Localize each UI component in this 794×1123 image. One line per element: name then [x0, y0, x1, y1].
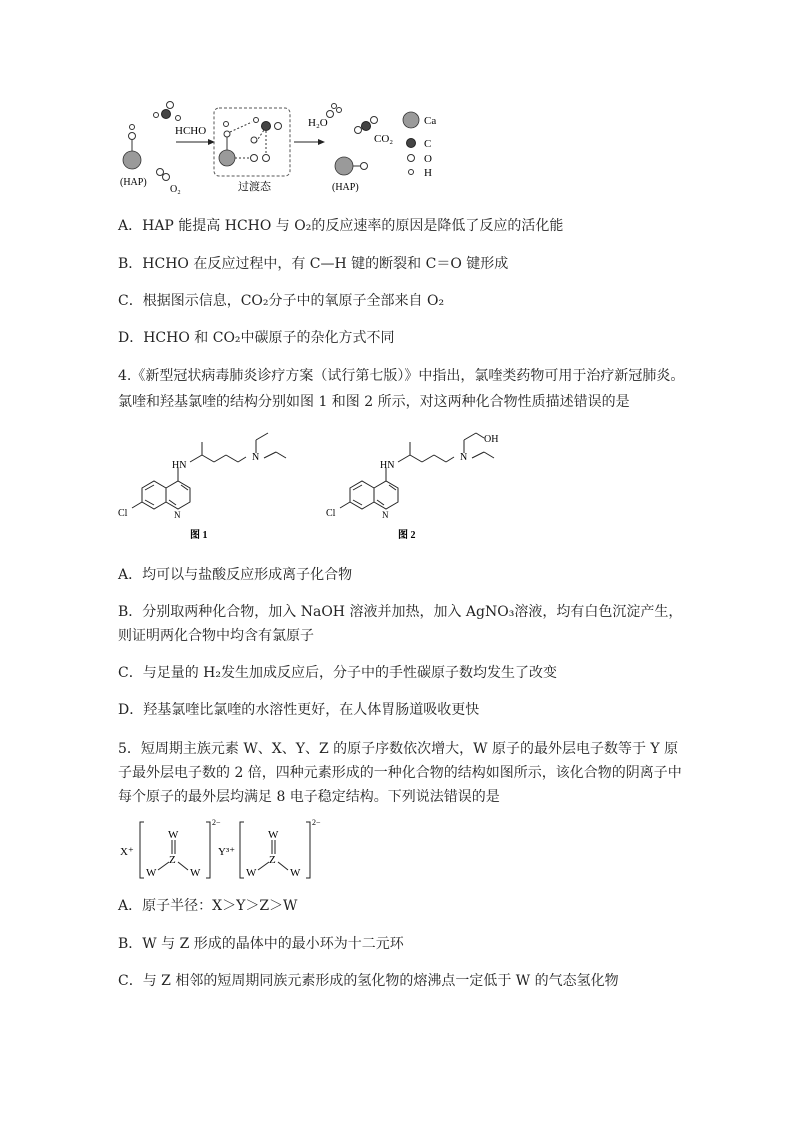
w-right-1: W	[190, 867, 201, 879]
chloroquine-structure	[118, 428, 318, 546]
fig1-n-label: N	[252, 452, 260, 463]
w-right-2: W	[290, 867, 301, 879]
fig1-caption: 图 1	[190, 530, 208, 541]
fig2-oh-label: OH	[484, 434, 499, 445]
hydroxychloroquine-structure	[326, 428, 526, 546]
w-top-2: W	[268, 829, 279, 841]
w-top-1: W	[168, 829, 179, 841]
q4-stem-line-1: 4.《新型冠状病毒肺炎诊疗方案（试行第七版）》中指出，氯喹类药物可用于治疗新冠肺炎。	[118, 368, 685, 384]
w-left-1: W	[146, 867, 157, 879]
q4-option-b-line-1: B．分别取两种化合物，加入 NaOH 溶液并加热，加入 AgNO₃溶液，均有白色沉淀产生，	[118, 604, 683, 620]
legend-o: O	[424, 153, 432, 165]
fig2-caption: 图 2	[398, 530, 416, 541]
q3-option-b: B．HCHO 在反应过程中，有 C—H 键的断裂和 C＝O 键形成	[118, 256, 509, 272]
q5-stem-line-3: 每个原子的最外层均满足 8 电子稳定结构。下列说法错误的是	[118, 789, 500, 805]
legend-h: H	[424, 167, 432, 179]
q4-option-d: D．羟基氯喹比氯喹的水溶性更好，在人体胃肠道吸收更快	[118, 702, 480, 718]
q4-option-b-line-2: 则证明两化合物中均含有氯原子	[118, 628, 314, 644]
charge-1: 2−	[212, 818, 221, 827]
h2o-label: H₂O	[308, 117, 328, 129]
legend-c: C	[424, 138, 432, 150]
x-ion-label: X⁺	[120, 846, 134, 858]
reaction-mechanism-diagram	[118, 96, 458, 200]
z-center-1: Z	[169, 854, 176, 866]
transition-state-label: 过渡态	[238, 181, 271, 193]
hap-label-right: (HAP)	[332, 182, 359, 193]
q5-option-a: A．原子半径：X＞Y＞Z＞W	[118, 898, 298, 914]
q5-stem-line-2: 子最外层电子数的 2 倍，四种元素形成的一种化合物的结构如图所示，该化合物的阴离子中	[118, 765, 682, 781]
w-left-2: W	[246, 867, 257, 879]
fig2-cl-label: Cl	[326, 508, 336, 519]
fig1-cl-label: Cl	[118, 508, 128, 519]
q5-option-b: B．W 与 Z 形成的晶体中的最小环为十二元环	[118, 936, 404, 952]
o2-label: O₂	[170, 184, 181, 195]
q5-option-c: C．与 Z 相邻的短周期同族元素形成的氢化物的熔沸点一定低于 W 的气态氢化物	[118, 973, 619, 989]
compound-structure-formula	[118, 818, 338, 884]
y-ion-label: Y³⁺	[218, 846, 236, 858]
q3-option-c: C．根据图示信息，CO₂分子中的氧原子全部来自 O₂	[118, 293, 445, 309]
q4-option-a: A．均可以与盐酸反应形成离子化合物	[118, 567, 353, 583]
fig2-n-label: N	[460, 452, 468, 463]
q4-option-c: C．与足量的 H₂发生加成反应后，分子中的手性碳原子数均发生了改变	[118, 665, 557, 681]
fig2-ring-n-label: N	[382, 510, 389, 520]
q3-option-a: A．HAP 能提高 HCHO 与 O₂的反应速率的原因是降低了反应的活化能	[118, 218, 564, 234]
q4-stem-line-2: 氯喹和羟基氯喹的结构分别如图 1 和图 2 所示，对这两种化合物性质描述错误的是	[118, 394, 630, 410]
z-center-2: Z	[269, 854, 276, 866]
charge-2: 2−	[312, 818, 321, 827]
hcho-label: HCHO	[175, 125, 207, 137]
legend-ca: Ca	[424, 115, 437, 127]
hap-label-left: (HAP)	[120, 177, 147, 188]
q5-stem-line-1: 5．短周期主族元素 W、X、Y、Z 的原子序数依次增大，W 原子的最外层电子数等于 Y 原	[118, 741, 679, 757]
fig2-hn-label: HN	[380, 460, 395, 471]
q3-option-d: D．HCHO 和 CO₂中碳原子的杂化方式不同	[118, 330, 395, 346]
fig1-ring-n-label: N	[174, 510, 181, 520]
co2-label: CO₂	[374, 133, 394, 145]
fig1-hn-label: HN	[172, 460, 187, 471]
